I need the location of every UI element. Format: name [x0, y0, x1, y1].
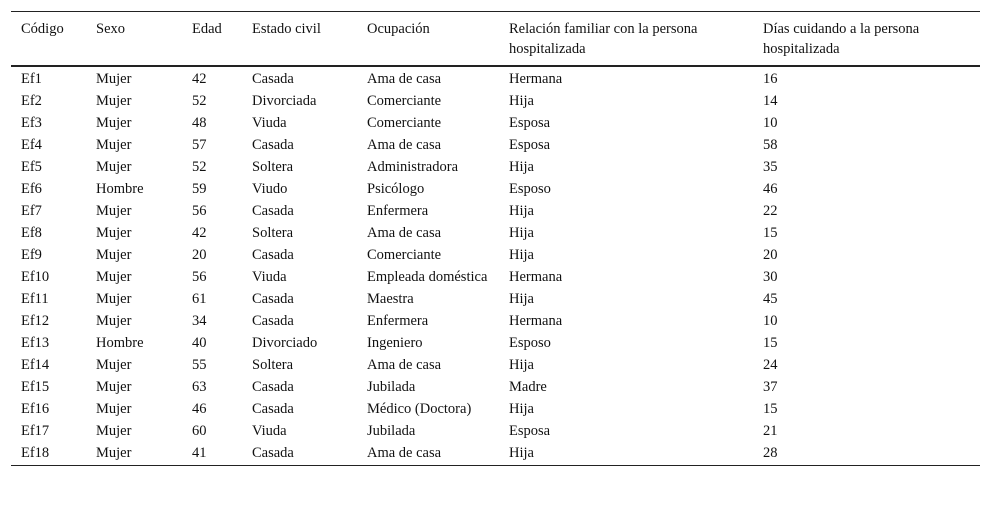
table-row — [11, 377, 980, 399]
table-cell-sexo: Mujer — [96, 225, 132, 241]
table-cell-ocupacion: Ama de casa — [367, 445, 442, 461]
table-row — [11, 157, 980, 179]
table-cell-edad: 40 — [192, 335, 207, 351]
table-cell-relacion-familiar: Hija — [509, 291, 534, 307]
table-cell-codigo: Ef13 — [21, 335, 50, 351]
table-cell-estado-civil: Divorciada — [252, 93, 317, 109]
table-cell-sexo: Mujer — [96, 115, 132, 131]
table-row — [11, 421, 980, 443]
table-cell-dias-cuidando: 22 — [763, 203, 778, 219]
table-cell-dias-cuidando: 30 — [763, 269, 778, 285]
table-body — [11, 66, 980, 466]
column-header-sexo: Sexo — [96, 21, 125, 37]
table-cell-edad: 56 — [192, 269, 207, 285]
table-cell-sexo: Mujer — [96, 71, 132, 87]
table-cell-estado-civil: Casada — [252, 445, 294, 461]
table-cell-edad: 55 — [192, 357, 207, 373]
column-header-dias-cuidando: Días cuidando a la persona hospitalizada — [763, 21, 920, 57]
table-cell-codigo: Ef4 — [21, 137, 42, 153]
table-cell-ocupacion: Comerciante — [367, 93, 442, 109]
table-cell-edad: 59 — [192, 181, 207, 197]
table-cell-dias-cuidando: 37 — [763, 379, 778, 395]
table-cell-codigo: Ef6 — [21, 181, 42, 197]
table-row — [11, 179, 980, 201]
table-cell-edad: 34 — [192, 313, 207, 329]
table-row — [11, 245, 980, 267]
table-cell-estado-civil: Casada — [252, 71, 294, 87]
table-cell-dias-cuidando: 14 — [763, 93, 778, 109]
table-cell-edad: 56 — [192, 203, 207, 219]
table-cell-estado-civil: Viuda — [252, 423, 287, 439]
header-row — [11, 12, 980, 67]
table-header — [11, 12, 980, 67]
table-cell-sexo: Mujer — [96, 269, 132, 285]
table-cell-ocupacion: Jubilada — [367, 423, 416, 439]
table-cell-estado-civil: Soltera — [252, 357, 294, 373]
table-cell-dias-cuidando: 15 — [763, 401, 778, 417]
table-cell-codigo: Ef17 — [21, 423, 50, 439]
table-cell-estado-civil: Casada — [252, 203, 294, 219]
table-cell-dias-cuidando: 35 — [763, 159, 778, 175]
table-cell-dias-cuidando: 21 — [763, 423, 778, 439]
table-cell-sexo: Mujer — [96, 159, 132, 175]
table-cell-relacion-familiar: Madre — [509, 379, 547, 395]
table-cell-codigo: Ef11 — [21, 291, 49, 307]
table-row — [11, 267, 980, 289]
table-cell-estado-civil: Casada — [252, 247, 294, 263]
table-cell-ocupacion: Ama de casa — [367, 137, 442, 153]
table-cell-sexo: Hombre — [96, 335, 144, 351]
table-cell-codigo: Ef7 — [21, 203, 42, 219]
table-cell-edad: 57 — [192, 137, 207, 153]
table-cell-codigo: Ef3 — [21, 115, 42, 131]
table-cell-dias-cuidando: 10 — [763, 313, 778, 329]
table-cell-ocupacion: Comerciante — [367, 115, 442, 131]
table-cell-edad: 52 — [192, 159, 207, 175]
table-cell-sexo: Mujer — [96, 93, 132, 109]
table-cell-relacion-familiar: Hermana — [509, 71, 563, 87]
participants-table — [11, 11, 980, 466]
table-cell-dias-cuidando: 16 — [763, 71, 778, 87]
table-cell-estado-civil: Casada — [252, 401, 294, 417]
table-row — [11, 113, 980, 135]
table-cell-estado-civil: Viuda — [252, 269, 287, 285]
table-cell-sexo: Mujer — [96, 291, 132, 307]
table-cell-codigo: Ef18 — [21, 445, 50, 461]
table-cell-ocupacion: Ama de casa — [367, 71, 442, 87]
table-cell-ocupacion: Comerciante — [367, 247, 442, 263]
table-row — [11, 289, 980, 311]
table-cell-dias-cuidando: 20 — [763, 247, 778, 263]
table-cell-dias-cuidando: 15 — [763, 225, 778, 241]
table-cell-relacion-familiar: Esposa — [509, 137, 551, 153]
table-cell-sexo: Mujer — [96, 313, 132, 329]
table-cell-relacion-familiar: Esposo — [509, 181, 551, 197]
table-cell-estado-civil: Casada — [252, 313, 294, 329]
table-cell-edad: 42 — [192, 71, 207, 87]
table-cell-ocupacion: Enfermera — [367, 203, 429, 219]
table-cell-edad: 48 — [192, 115, 207, 131]
table-cell-codigo: Ef1 — [21, 71, 42, 87]
table-cell-codigo: Ef8 — [21, 225, 42, 241]
table-cell-sexo: Mujer — [96, 247, 132, 263]
table-row — [11, 135, 980, 157]
table-cell-ocupacion: Jubilada — [367, 379, 416, 395]
column-header-edad: Edad — [192, 21, 222, 37]
table-cell-estado-civil: Casada — [252, 137, 294, 153]
table-cell-codigo: Ef9 — [21, 247, 42, 263]
table-cell-ocupacion: Administradora — [367, 159, 459, 175]
column-header-codigo: Código — [21, 21, 64, 37]
table-cell-dias-cuidando: 58 — [763, 137, 778, 153]
table-cell-codigo: Ef2 — [21, 93, 42, 109]
table-row — [11, 223, 980, 245]
table-cell-ocupacion: Ama de casa — [367, 357, 442, 373]
table-cell-sexo: Mujer — [96, 357, 132, 373]
column-header-relacion-familiar: Relación familiar con la persona hospitalizada — [509, 21, 698, 57]
table-cell-edad: 52 — [192, 93, 207, 109]
table-row — [11, 443, 980, 466]
table-cell-relacion-familiar: Hija — [509, 225, 534, 241]
table-cell-estado-civil: Divorciado — [252, 335, 318, 351]
table-cell-estado-civil: Casada — [252, 379, 294, 395]
table-row — [11, 333, 980, 355]
table-cell-dias-cuidando: 28 — [763, 445, 778, 461]
table-cell-dias-cuidando: 15 — [763, 335, 778, 351]
table-cell-sexo: Hombre — [96, 181, 144, 197]
table-container — [11, 11, 980, 466]
table-cell-dias-cuidando: 46 — [763, 181, 778, 197]
table-cell-sexo: Mujer — [96, 203, 132, 219]
table-cell-edad: 60 — [192, 423, 207, 439]
table-cell-relacion-familiar: Hija — [509, 445, 534, 461]
table-cell-edad: 42 — [192, 225, 207, 241]
column-header-ocupacion: Ocupación — [367, 21, 430, 37]
table-cell-edad: 20 — [192, 247, 207, 263]
table-cell-ocupacion: Enfermera — [367, 313, 429, 329]
table-cell-sexo: Mujer — [96, 445, 132, 461]
table-row — [11, 399, 980, 421]
table-cell-estado-civil: Soltera — [252, 159, 294, 175]
table-cell-estado-civil: Viuda — [252, 115, 287, 131]
table-cell-ocupacion: Psicólogo — [367, 181, 425, 197]
table-row — [11, 91, 980, 113]
table-cell-edad: 63 — [192, 379, 207, 395]
table-cell-ocupacion: Médico (Doctora) — [367, 401, 472, 417]
table-cell-dias-cuidando: 45 — [763, 291, 778, 307]
table-cell-ocupacion: Empleada doméstica — [367, 269, 488, 285]
table-cell-sexo: Mujer — [96, 379, 132, 395]
table-row — [11, 66, 980, 91]
table-cell-dias-cuidando: 10 — [763, 115, 778, 131]
table-cell-estado-civil: Casada — [252, 291, 294, 307]
table-cell-codigo: Ef14 — [21, 357, 50, 373]
table-cell-ocupacion: Ama de casa — [367, 225, 442, 241]
table-cell-codigo: Ef10 — [21, 269, 50, 285]
table-cell-relacion-familiar: Hija — [509, 203, 534, 219]
table-cell-estado-civil: Viudo — [252, 181, 288, 197]
table-cell-sexo: Mujer — [96, 423, 132, 439]
table-cell-edad: 41 — [192, 445, 207, 461]
table-cell-dias-cuidando: 24 — [763, 357, 778, 373]
table-cell-ocupacion: Ingeniero — [367, 335, 423, 351]
table-row — [11, 355, 980, 377]
table-cell-relacion-familiar: Hija — [509, 247, 534, 263]
table-cell-estado-civil: Soltera — [252, 225, 294, 241]
table-cell-relacion-familiar: Hija — [509, 93, 534, 109]
table-cell-sexo: Mujer — [96, 401, 132, 417]
table-row — [11, 201, 980, 223]
table-cell-relacion-familiar: Hija — [509, 159, 534, 175]
table-cell-edad: 46 — [192, 401, 207, 417]
column-header-estado-civil: Estado civil — [252, 21, 321, 37]
table-row — [11, 311, 980, 333]
table-cell-codigo: Ef12 — [21, 313, 50, 329]
table-cell-codigo: Ef16 — [21, 401, 50, 417]
table-cell-relacion-familiar: Hija — [509, 357, 534, 373]
table-cell-relacion-familiar: Esposa — [509, 115, 551, 131]
table-cell-relacion-familiar: Hermana — [509, 313, 563, 329]
table-cell-relacion-familiar: Esposo — [509, 335, 551, 351]
table-cell-relacion-familiar: Hija — [509, 401, 534, 417]
table-cell-ocupacion: Maestra — [367, 291, 414, 307]
table-cell-codigo: Ef5 — [21, 159, 42, 175]
table-cell-relacion-familiar: Esposa — [509, 423, 551, 439]
table-cell-relacion-familiar: Hermana — [509, 269, 563, 285]
table-cell-edad: 61 — [192, 291, 207, 307]
table-cell-codigo: Ef15 — [21, 379, 50, 395]
table-cell-sexo: Mujer — [96, 137, 132, 153]
